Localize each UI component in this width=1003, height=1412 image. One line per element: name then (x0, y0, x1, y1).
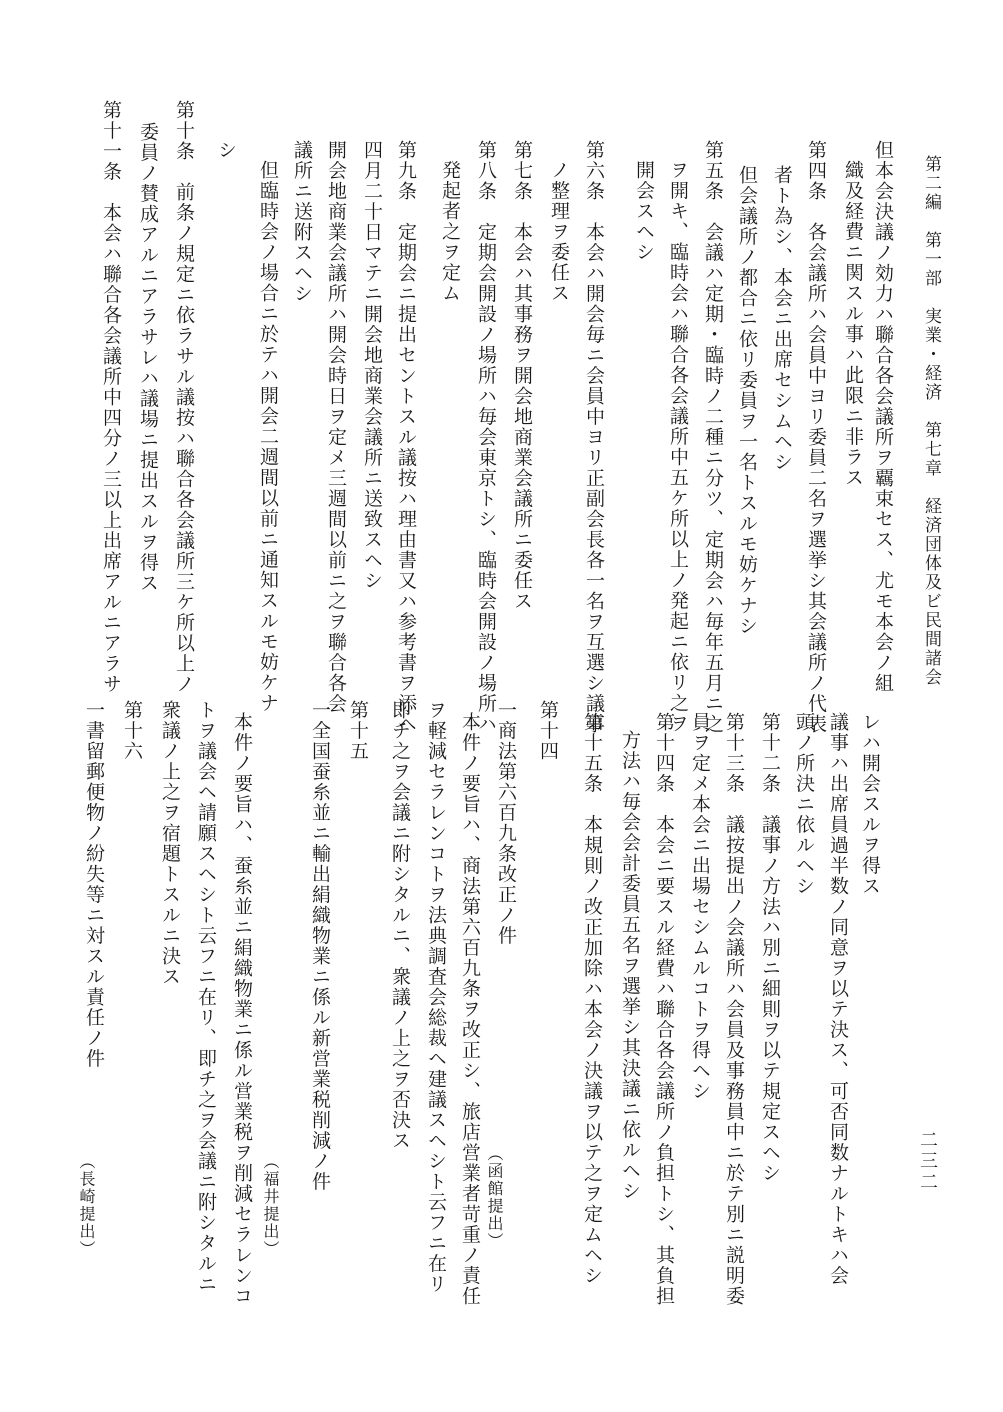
text-line: トヲ議会ヘ請願スヘシト云フニ在リ、即チ之ヲ会議ニ附シタルニ (195, 700, 217, 1295)
text-line: ノ整理ヲ委任ス (548, 160, 570, 304)
submitter-note: （長崎提出） (77, 1153, 96, 1258)
text-line: 第十五条 本規則ノ改正加除ハ本会ノ決議ヲ以テ之ヲ定ムヘシ (581, 712, 603, 1286)
text-line: 第五条 会議ハ定期・臨時ノ二種ニ分ツ、定期会ハ毎年五月ニ之 (702, 140, 724, 735)
text-line: 第八条 定期会開設ノ場所ハ毎会東京トシ、臨時会開設ノ場所ハ (475, 140, 497, 735)
text-line: 第四条 各会議所ハ会員中ヨリ委員二名ヲ選挙シ其会議所ノ代表 (805, 140, 827, 735)
text-line: 本件ノ要旨ハ、商法第六百九条ヲ改正シ、旅店営業者苛重ノ責任 (459, 712, 481, 1307)
text-line: シ (215, 140, 237, 161)
text-line: 方法ハ毎会会計委員五名ヲ選挙シ其決議ニ依ルヘシ (619, 730, 641, 1202)
text-line: 第九条 定期会ニ提出セントスル議按ハ理由書又ハ参考書ヲ添ヘ (395, 140, 417, 735)
section-heading: 第十五 (347, 700, 369, 762)
text-line: 一商法第六百九条改正ノ件 (495, 700, 517, 946)
text-line: 第十四条 本会ニ要スル経費ハ聯合各会議所ノ負担トシ、其負担 (653, 712, 675, 1307)
text-line: レハ開会スルヲ得ス (859, 712, 881, 897)
text-line: 但会議所ノ都合ニ依リ委員ヲ一名トスルモ妨ケナシ (736, 165, 758, 637)
text-line: 但本会決議ノ効力ハ聯合各会議所ヲ覊束セス、尤モ本会ノ組 (872, 140, 894, 694)
text-line: 本件ノ要旨ハ、蚕糸並ニ絹織物業ニ係ル営業税ヲ削減セラレンコ (231, 712, 253, 1307)
text-line: 頭ノ所決ニ依ルヘシ (793, 712, 815, 897)
text-line: ヲ開キ、臨時会ハ聯合各会議所中五ケ所以上ノ発起ニ依リ之ヲ (667, 160, 689, 734)
section-heading: 第十六 (121, 700, 143, 762)
text-line: 発起者之ヲ定ム (439, 160, 461, 304)
text-line: 第六条 本会ハ開会毎ニ会員中ヨリ正副会長各一名ヲ互選シ議事 (583, 140, 605, 735)
submitter-note: （福井提出） (261, 1153, 280, 1258)
text-line: 四月二十日マテニ開会地商業会議所ニ送致スヘシ (361, 140, 383, 591)
running-header: 第二編 第一部 実業・経済 第七章 経済団体及ビ民間諸会 (921, 155, 941, 687)
submitter-note: （函館提出） (485, 1145, 504, 1250)
text-line: 第十一条 本会ハ聯合各会議所中四分ノ三以上出席アルニアラサ (100, 100, 122, 695)
text-line: ヲ軽減セラレンコトヲ法典調査会総裁ヘ建議スヘシト云フニ在リ (425, 700, 447, 1295)
text-line: 衆議ノ上之ヲ宿題トスルニ決ス (159, 700, 181, 987)
text-line: 者ト為シ、本会ニ出席セシムヘシ (771, 165, 793, 473)
text-line: 開会スヘシ (633, 160, 655, 263)
text-line: 一書留郵便物ノ紛失等ニ対スル責任ノ件 (83, 700, 105, 1069)
text-line: 第十三条 議按提出ノ会議所ハ会員及事務員中ニ於テ別ニ説明委 (723, 712, 745, 1307)
section-heading: 第十四 (537, 700, 559, 762)
text-line: 委員ノ賛成アルニアラサレハ議場ニ提出スルヲ得ス (137, 122, 159, 594)
text-line: 但臨時会ノ場合ニ於テハ開会二週間以前ニ通知スルモ妨ケナ (257, 160, 279, 714)
text-line: 議事ハ出席員過半数ノ同意ヲ以テ決ス、可否同数ナルトキハ会 (827, 712, 849, 1286)
text-line: 一全国蚕糸並ニ輸出絹織物業ニ係ル新営業税削減ノ件 (309, 700, 331, 1192)
text-line: 員ヲ定メ本会ニ出場セシムルコトヲ得ヘシ (689, 712, 711, 1102)
text-line: 織及経費ニ関スル事ハ此限ニ非ラス (842, 160, 864, 488)
text-line: 第七条 本会ハ其事務ヲ開会地商業会議所ニ委任ス (511, 140, 533, 612)
text-line: 即チ之ヲ会議ニ附シタルニ、衆議ノ上之ヲ否決ス (389, 700, 411, 1151)
text-line: 第十条 前条ノ規定ニ依ラサル議按ハ聯合各会議所三ケ所以上ノ (173, 100, 195, 695)
text-line: 第十二条 議事ノ方法ハ別ニ細則ヲ以テ規定スヘシ (759, 712, 781, 1184)
text-line: 開会地商業会議所ハ開会時日ヲ定メ三週間以前ニ之ヲ聯合各会 (325, 140, 347, 714)
text-line: 議所ニ送附スヘシ (291, 140, 313, 304)
page-number: 二三二 (917, 1130, 938, 1193)
